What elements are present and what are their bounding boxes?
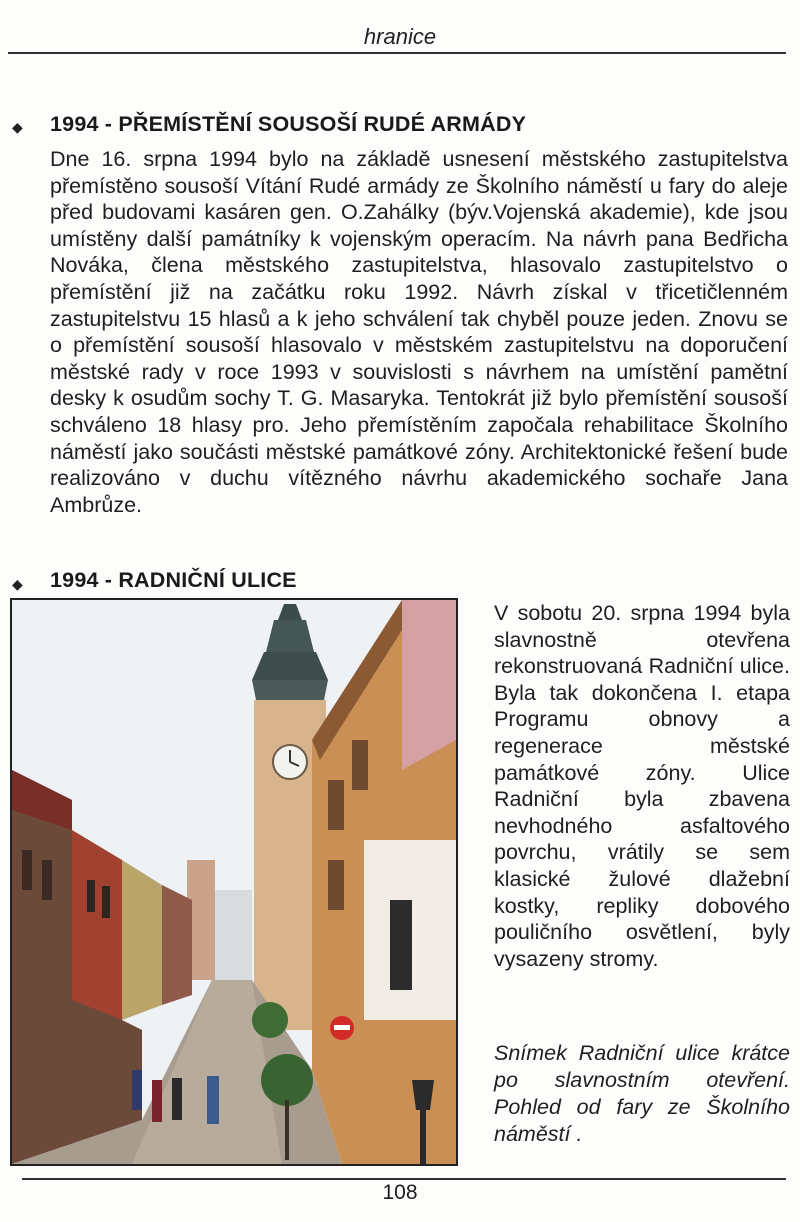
street-photo — [10, 598, 458, 1166]
section1-title: 1994 - PŘEMÍSTĚNÍ SOUSOŠÍ RUDÉ ARMÁDY — [50, 112, 527, 136]
footer-rule — [22, 1178, 786, 1180]
section2-title: 1994 - RADNIČNÍ ULICE — [50, 568, 297, 592]
section2-body: V sobotu 20. srpna 1994 byla slavnostně otevřena rekonstruovaná Radniční ulice. Byla tak dokončena I. etapa Programu obnovy a regenerace městské památkové zóny. Ulice Radniční byla zbavena nevhodného asfaltového povrchu, vrátily se sem klasické žulové dlažební kostky, repliky dobového pouličního osvětlení, byly vysazeny stromy. — [494, 601, 790, 971]
header-rule — [8, 52, 786, 54]
street-photo-illustration — [12, 600, 456, 1164]
section1-body: Dne 16. srpna 1994 bylo na základě usnesení městského zastupitelstva přemístěno sousoší Vítání Rudé armády ze Školního náměstí u fary do aleje před budovami kasáren gen. O.Zahálky (býv.Vojenská akademie), kde jsou umístěny další památníky k vojenským operacím. Na návrh pana Bedřicha Nováka, člena městského zastupitelstva, hlasovalo zastupitelstvo o přemístění již na začátku roku 1992. Návrh získal v třicetičlenném zastupitelstvu 15 hlasů a k jeho schválení tak chyběl pouze jeden. Znovu se o přemístění sousoší hlasovalo v městském zastupitelstvu na doporučení městské rady v roce 1993 v souvislosti s návrhem na umístění pamětní desky k osudům sochy T. G. Masaryka. Tentokrát již bylo přemístění sousoší schváleno 18 hlasy pro. Jeho přemístěním započala rehabilitace Školního náměstí jako součásti městské památkové zóny. Architektonické řešení bude realizováno v duchu vítězného návrhu akademického sochaře Jana Ambrůze. — [50, 147, 788, 517]
section1-bullet: ◆ — [12, 119, 23, 135]
running-header: hranice — [363, 24, 437, 49]
section2-bullet: ◆ — [12, 576, 23, 592]
photo-caption: Snímek Radniční ulice krátce po slavnostním otevření. Pohled od fary ze Školního náměstí . — [494, 1041, 790, 1146]
page-number: 108 — [382, 1181, 418, 1204]
